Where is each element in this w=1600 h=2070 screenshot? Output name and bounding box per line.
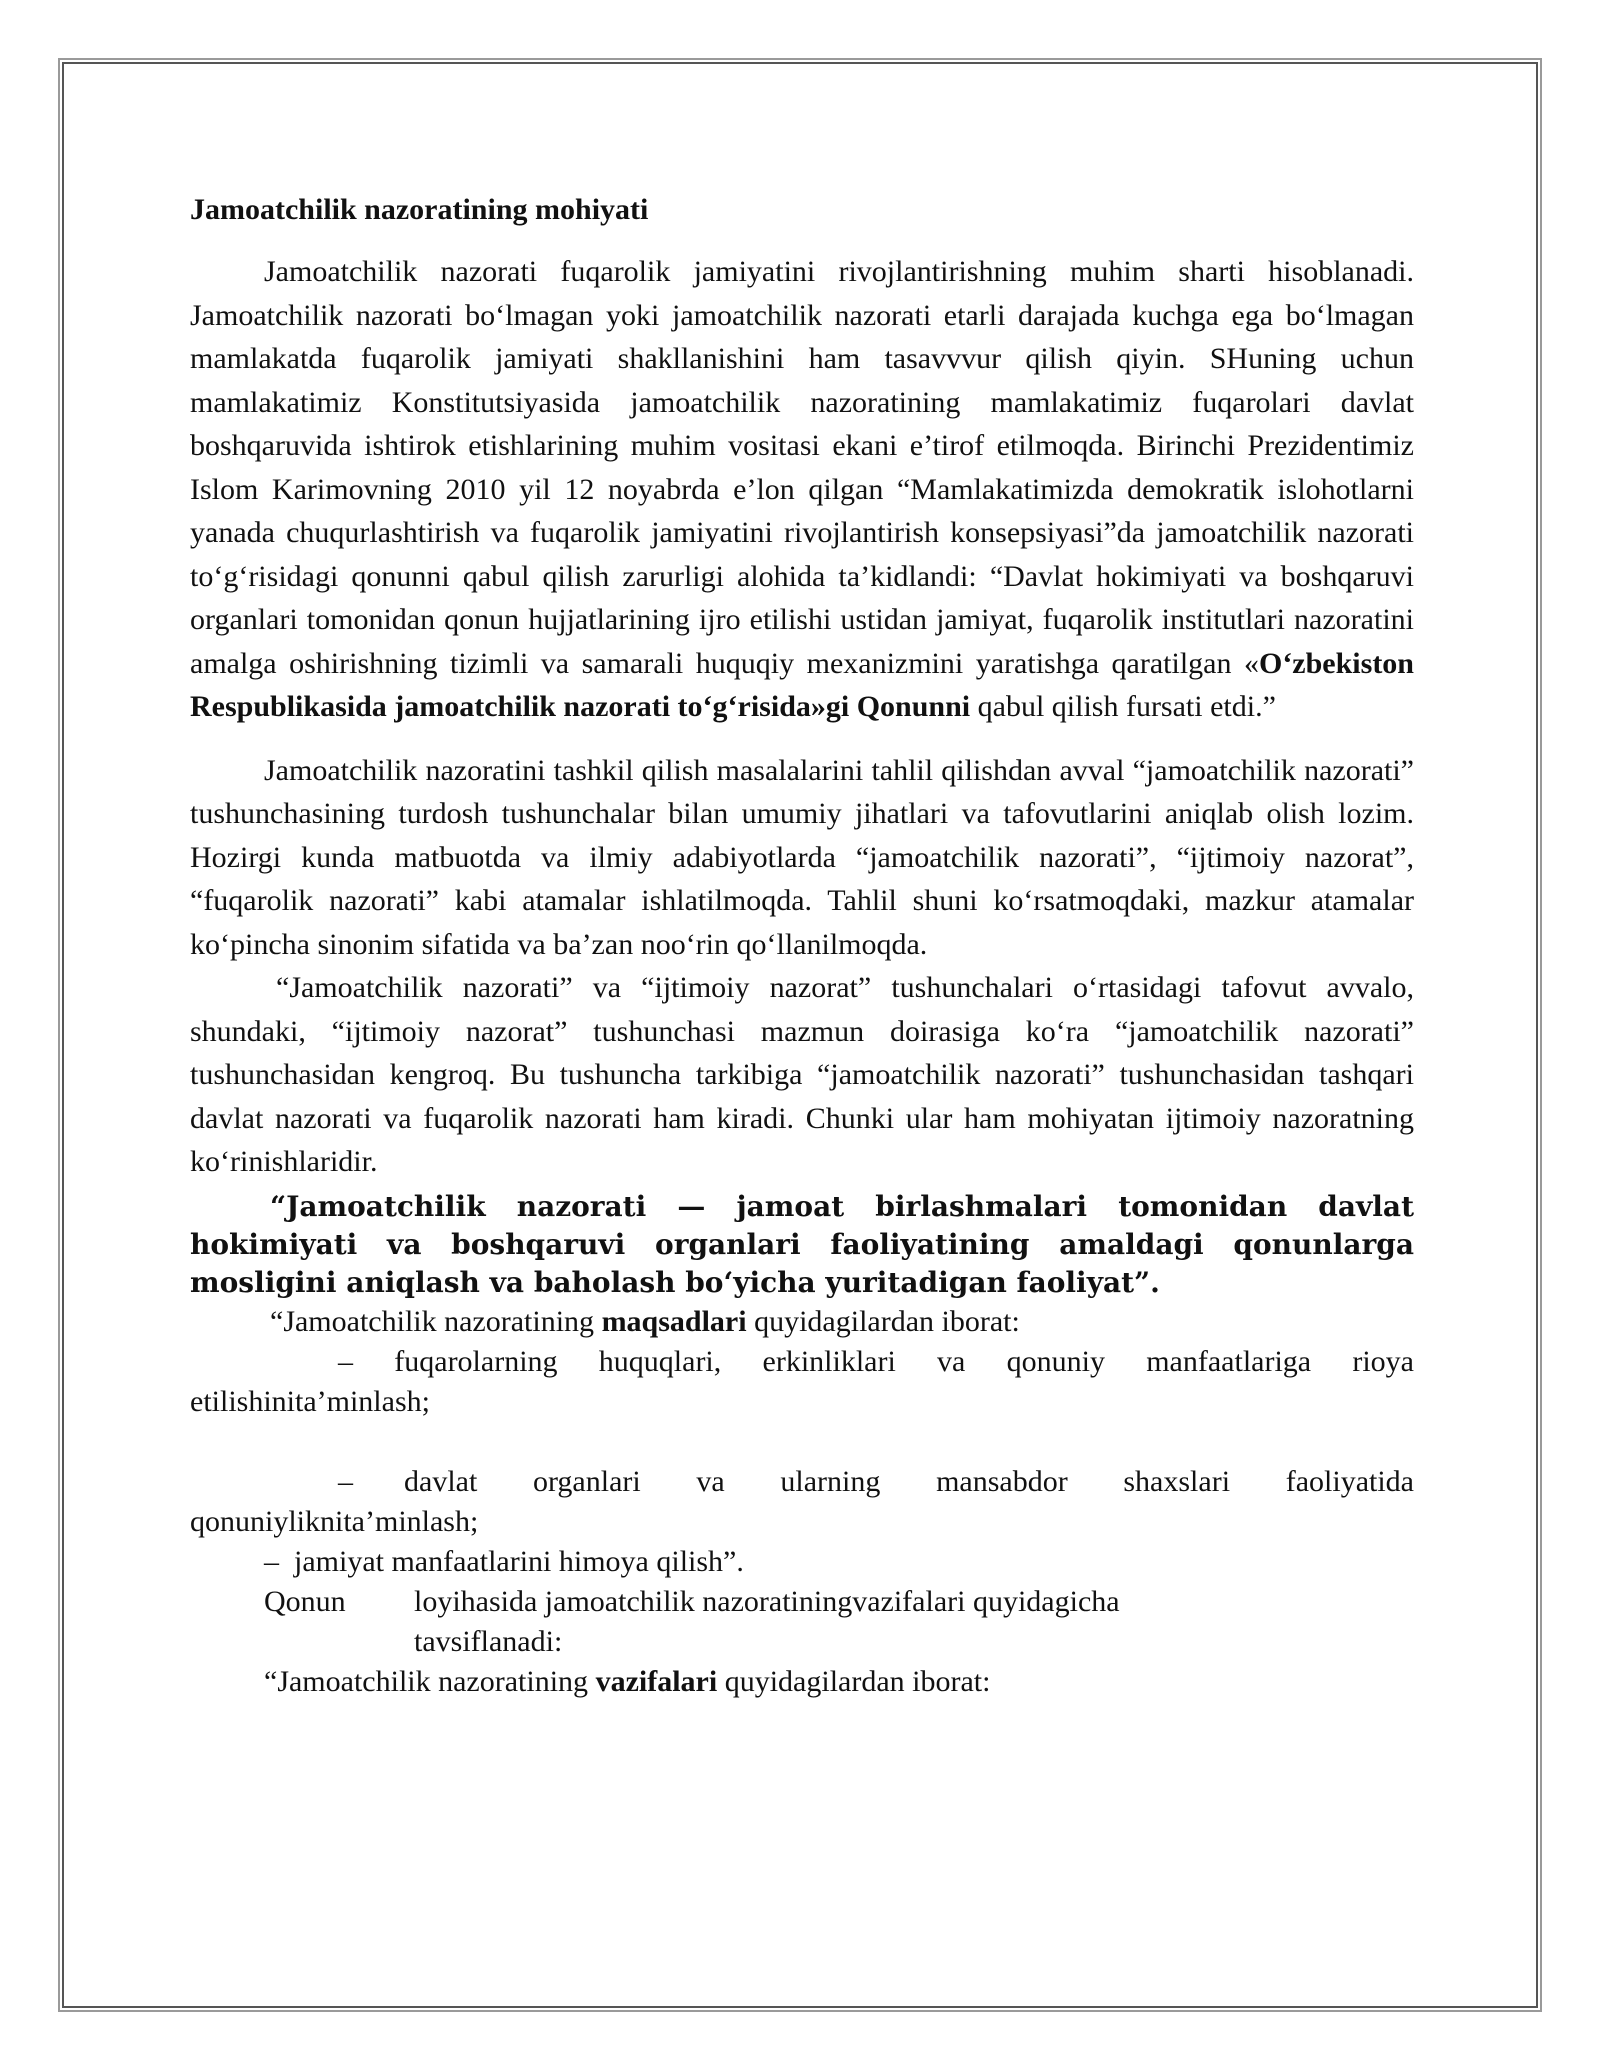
goals-intro-tail: quyidagilardan iborat: [746, 1304, 1020, 1338]
goals-intro [190, 1302, 1414, 1342]
section-heading: Jamoatchilik nazoratining mohiyati [190, 193, 649, 226]
goal-item-text: fuqarolarning huquqlari, erkinliklari va qonuniy manfaatlariga rioya etilishinita’minlash; [190, 1344, 1415, 1418]
goal-item [190, 1462, 1414, 1542]
qonun-line [190, 1582, 1414, 1662]
list-dash: – [264, 1544, 279, 1578]
paragraph-intro [190, 250, 1414, 729]
paragraph-intro-tail: qabul qilish fursati etdi.” [970, 690, 1276, 723]
goal-item [190, 1342, 1414, 1422]
goal-item-text: davlat organlari va ularning mansabdor shaxslari faoliyatida qonuniyliknita’minlash; [190, 1464, 1414, 1538]
paragraph-intro-text: Jamoatchilik nazorati fuqarolik jamiyatini rivojlantirishning muhim sharti hisoblanadi. Jamoatchilik nazorati bo‘lmagan yoki jamoatchilik nazorati etarli darajada kuchga ega bo‘lmagan mamlakatda fuqarolik jamiyati shakllanishini ham tasavvvur qilish qiyin. SHuning uchun mamlakatimiz Konstitutsiyasida jamoatchilik nazoratining mamlakatimiz fuqarolari davlat boshqaruvida ishtirok etishlarining muhim vositasi ekani e’tirof etilmoqda. Birinchi Prezidentimiz Islom Karimovning 2010 yil 12 noyabrda e’lon qilgan “Mamlakatimizda demokratik islohotlarni yanada chuqurlashtirish va fuqarolik jamiyatini rivojlantirish konsepsiyasi”da jamoatchilik nazorati to‘g‘risidagi qonunni qabul qilish zarurligi alohida ta’kidlandi: “Davlat hokimiyati va boshqaruvi organlari tomonidan qonun hujjatlarining ijro etilishi ustidan jamiyat, fuqarolik institutlari nazoratini amalga oshirishning tizimli va samarali huquqiy mexanizmini yaratishga qaratilgan « [190, 255, 1414, 680]
list-dash: – [338, 1464, 353, 1498]
tasks-intro [190, 1662, 1414, 1702]
definition-paragraph: “Jamoatchilik nazorati — jamoat birlashmalari tomonidan davlat hokimiyati va boshqaruvi organlari faoliyatining amaldagi qonunlarga mosligini aniqlash va baholash bo‘yicha yuritadigan faoliyat”. [190, 1189, 1414, 1299]
qonun-text: loyihasida jamoatchilik nazoratiningvazifalari quyidagicha tavsiflanadi: [414, 1584, 1120, 1658]
tasks-intro-tail: quyidagilardan iborat: [717, 1664, 991, 1698]
goals-keyword: maqsadlari [601, 1304, 747, 1338]
paragraph-difference: “Jamoatchilik nazorati” va “ijtimoiy nazorat” tushunchalari o‘rtasidagi tafovut avvalo, shundaki, “ijtimoiy nazorat” tushunchasi mazmun doirasiga ko‘ra “jamoatchilik nazorati” tushunchasidan kengroq. Bu tushuncha tarkibiga “jamoatchilik nazorati” tushunchasidan tashqari davlat nazorati va fuqarolik nazorati ham kiradi. Chunki ular ham mohiyatan ijtimoiy nazoratning ko‘rinishlaridir. [190, 971, 1414, 1178]
goal-item-text: jamiyat manfaatlarini himoya qilish”. [294, 1544, 744, 1578]
law-title: O‘zbekiston Respublikasida jamoatchilik nazorati to‘g‘risida»gi Qonunni [190, 646, 1414, 723]
tasks-intro-text: “Jamoatchilik nazoratining [264, 1664, 596, 1698]
goals-intro-text: “Jamoatchilik nazoratining [270, 1304, 602, 1338]
tasks-keyword: vazifalari [595, 1664, 718, 1698]
list-dash: – [338, 1344, 353, 1378]
qonun-label: Qonun [264, 1584, 346, 1618]
paragraph-terms: Jamoatchilik nazoratini tashkil qilish masalalarini tahlil qilishdan avval “jamoatchilik nazorati” tushunchasining turdosh tushunchalar bilan umumiy jihatlari va tafovutlarini aniqlab olish lozim. Hozirgi kunda matbuotda va ilmiy adabiyotlarda “jamoatchilik nazorati”, “ijtimoiy nazorat”, “fuqarolik nazorati” kabi atamalar ishlatilmoqda. Tahlil shuni ko‘rsatmoqdaki, mazkur atamalar ko‘pincha sinonim sifatida va ba’zan noo‘rin qo‘llanilmoqda. [190, 753, 1414, 961]
goal-item [190, 1542, 1414, 1582]
document-body [190, 190, 1414, 1702]
spacer [190, 1422, 1414, 1462]
